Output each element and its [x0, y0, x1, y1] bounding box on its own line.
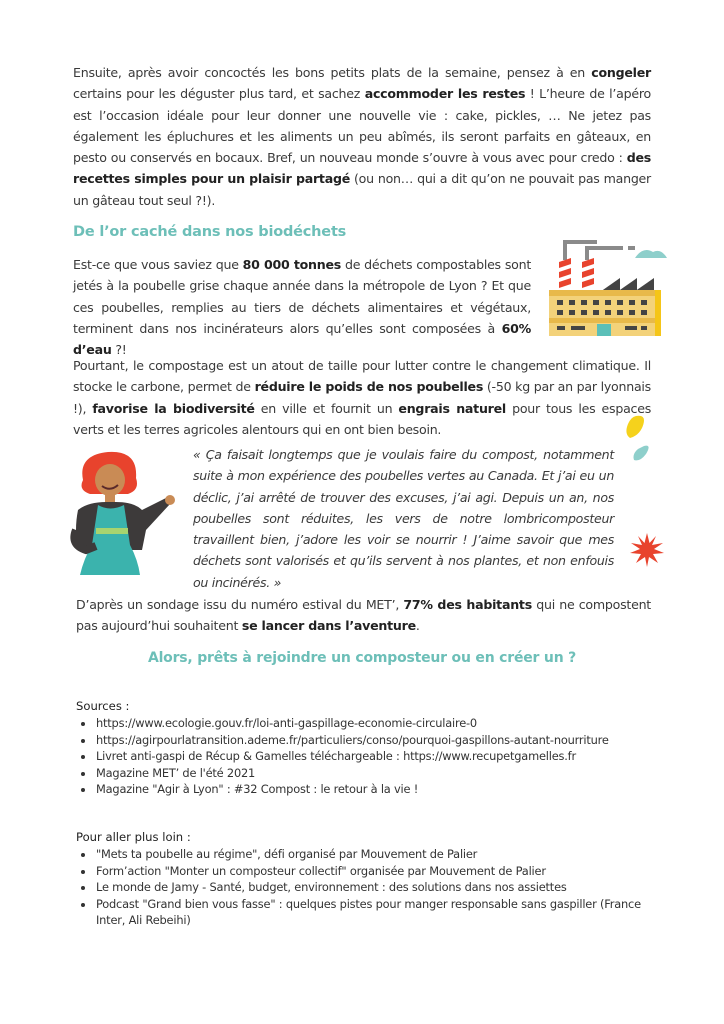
emphasis-text: 60% d’eau	[73, 320, 531, 358]
text-run: (ou non… qui a dit qu’on ne pouvait pas manger un gâteau tout seul ?!).	[73, 171, 651, 208]
source-item: Magazine MET’ de l'été 2021	[76, 765, 656, 782]
decorative-star-icon	[630, 533, 664, 567]
source-item[interactable]: Livret anti-gaspi de Récup & Gamelles téléchargeable : https://www.recupetgamelles.fr	[76, 748, 656, 765]
text-run: Est-ce que vous saviez que	[73, 257, 243, 272]
text-run: ?!	[111, 342, 127, 358]
text-run: qui ne compostent pas aujourd’hui souhaitent	[76, 597, 651, 634]
emphasis-text: 80 000 tonnes	[242, 257, 342, 272]
further-item: Le monde de Jamy - Santé, budget, environnement : des solutions dans nos assiettes	[76, 879, 656, 896]
text-run: (-50 kg par an par lyonnais !),	[73, 379, 651, 416]
section-heading-biodechets: De l’or caché dans nos biodéchets	[73, 224, 347, 240]
source-item: Magazine "Agir à Lyon" : #32 Compost : le retour à la vie !	[76, 781, 656, 798]
intro-paragraph	[73, 62, 651, 211]
text-run: certains pour les déguster plus tard, et sachez	[73, 86, 365, 102]
text-run: en ville et fournit un	[254, 400, 399, 416]
decorative-drops-icon	[622, 414, 652, 466]
emphasis-text: favorise la biodiversité	[92, 400, 255, 416]
paragraph-compostage	[73, 355, 651, 440]
paragraph-sondage	[76, 594, 651, 637]
emphasis-text: des recettes simples pour un plaisir partagé	[73, 150, 651, 187]
emphasis-text: congeler	[591, 65, 651, 80]
further-reading-list	[76, 846, 656, 929]
further-item: "Mets ta poubelle au régime", défi organisé par Mouvement de Palier	[76, 846, 656, 863]
emphasis-text: 77% des habitants	[403, 597, 532, 612]
text-run: de déchets compostables sont jetés à la poubelle grise chaque année dans la métropole de Lyon ? Et que ces poubelles, remplies au tiers de déchets alimentaires et végétaux, terminent dans nos incinérateurs alors qu’elles sont composées à	[73, 257, 532, 336]
source-item[interactable]: https://www.ecologie.gouv.fr/loi-anti-gaspillage-economie-circulaire-0	[76, 715, 656, 732]
source-item[interactable]: https://agirpourlatransition.ademe.fr/particuliers/conso/pourquoi-gaspillons-autant-nourriture	[76, 732, 656, 749]
text-run: .	[415, 618, 420, 634]
further-item: Podcast "Grand bien vous fasse" : quelques pistes pour manger responsable sans gaspiller (France Inter, Ali Rebeihi)	[76, 896, 656, 929]
text-run: ! L’heure de l’apéro est l’occasion idéale pour leur donner une nouvelle vie : cake, pickles, … Ne jetez pas également les épluchures et les aliments un peu abîmés, ils seront parfaits en gâteaux, en pesto ou conservés en bocaux. Bref, un nouveau monde s’ouvre à vous avec pour credo :	[73, 86, 651, 166]
emphasis-text: engrais naturel	[398, 400, 506, 416]
testimonial-quote: « Ça faisait longtemps que je voulais faire du compost, notamment suite à mon expérience des poubelles vertes au Canada. Et j’ai eu un déclic, j’ai arrêté de trouver des excuses, j’ai agi. Depuis un an, nos poubelles sont réduites, les vers de notre lombricomposteur travaillent bien, j’adore les voir se nourrir ! J’aime savoir que mes déchets sont valorisés et qu’ils servent à nos plantes, et non enfouis ou incinérés. »	[193, 447, 614, 590]
text-run: Ensuite, après avoir concoctés les bons petits plats de la semaine, pensez à en	[73, 65, 592, 80]
call-to-action-heading: Alors, prêts à rejoindre un composteur ou en créer un ?	[147, 650, 577, 666]
text-run: Pourtant, le compostage est un atout de taille pour lutter contre le changement climatique. Il stocke le carbone, permet de	[73, 358, 651, 395]
further-reading-title: Pour aller plus loin :	[76, 830, 191, 844]
paragraph-80000-tonnes	[73, 254, 531, 360]
factory-icon	[545, 230, 670, 340]
sources-title: Sources :	[76, 699, 130, 713]
emphasis-text: se lancer dans l’aventure	[241, 618, 416, 634]
sources-list	[76, 715, 656, 798]
text-run: pour tous les espaces verts et les terres agricoles alentours qui en ont bien besoin.	[73, 400, 652, 437]
text-run: D’après un sondage issu du numéro estival du MET’,	[76, 597, 404, 612]
emphasis-text: réduire le poids de nos poubelles	[254, 379, 484, 395]
further-item: Form’action "Monter un composteur collectif" organisée par Mouvement de Palier	[76, 863, 656, 880]
emphasis-text: accommoder les restes	[364, 86, 526, 102]
woman-illustration-icon	[68, 450, 183, 575]
